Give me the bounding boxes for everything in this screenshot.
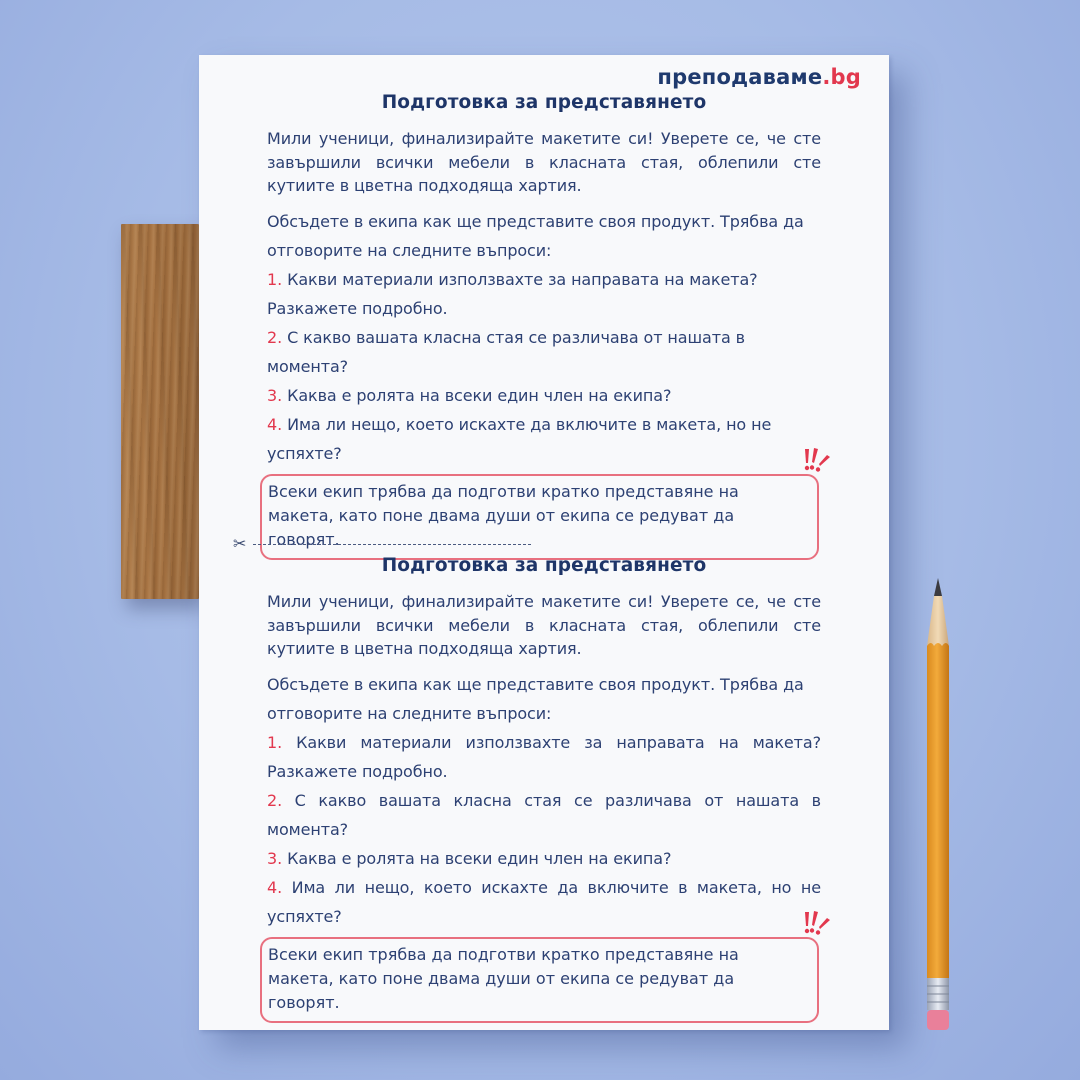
question-4	[267, 410, 821, 468]
question-number: 4.	[267, 877, 283, 897]
exclamation-icon	[801, 446, 833, 476]
important-note-box	[260, 937, 819, 1023]
worksheet-page	[199, 55, 889, 1030]
question-number: 3.	[267, 848, 283, 868]
intro-paragraph: Мили ученици, финализирайте макетите си! Уверете се, че сте завършили всички мебели в класната стая, облепили сте кутиите в цветна подходяща хартия.	[267, 592, 821, 658]
brand-name: преподаваме	[657, 65, 823, 89]
question-text: С какво вашата класна стая се различава от нашата в момента?	[267, 790, 821, 839]
question-text: Какви материали използвахте за направата на макета? Разкажете подробно.	[267, 732, 821, 781]
worksheet-section-top	[267, 92, 821, 560]
question-3	[267, 381, 821, 410]
discuss-paragraph: Обсъдете в екипа как ще представите своя продукт. Трябва да отговорите на следните въпроси:	[267, 674, 804, 723]
question-text: Има ли нещо, което искахте да включите в макета, но не успяхте?	[267, 414, 772, 463]
question-2	[267, 786, 821, 844]
section-title: Подготовка за представянето	[381, 92, 707, 113]
question-number: 1.	[267, 269, 283, 289]
question-text: Какви материали използвахте за направата на макета? Разкажете подробно.	[267, 269, 758, 318]
section-title: Подготовка за представянето	[381, 555, 707, 576]
question-3	[267, 844, 821, 873]
question-1	[267, 265, 821, 323]
exclamation-icon	[801, 909, 833, 939]
question-text: Каква е ролята на всеки един член на екипа?	[287, 848, 672, 868]
dashed-divider	[253, 544, 531, 545]
intro-paragraph: Мили ученици, финализирайте макетите си! Уверете се, че сте завършили всички мебели в класната стая, облепили сте кутиите в цветна подходяща хартия.	[267, 129, 821, 195]
question-number: 4.	[267, 414, 283, 434]
question-number: 1.	[267, 732, 283, 752]
wooden-block	[121, 224, 199, 599]
brand-logo	[657, 65, 861, 89]
worksheet-section-bottom	[267, 555, 821, 1023]
question-text: Каква е ролята на всеки един член на екипа?	[287, 385, 672, 405]
brand-domain: .bg	[822, 65, 861, 89]
cut-line	[233, 536, 533, 554]
note-text: Всеки екип трябва да подготви кратко представяне на макета, като поне двама души от екипа се редуват да говорят.	[268, 481, 739, 549]
scissors-icon: ✂	[233, 534, 247, 553]
note-text: Всеки екип трябва да подготви кратко представяне на макета, като поне двама души от екипа се редуват да говорят.	[268, 944, 739, 1012]
question-4	[267, 873, 821, 931]
question-number: 2.	[267, 327, 283, 347]
question-1	[267, 728, 821, 786]
discuss-paragraph: Обсъдете в екипа как ще представите своя продукт. Трябва да отговорите на следните въпроси:	[267, 211, 804, 260]
question-2	[267, 323, 821, 381]
pencil-image	[923, 578, 953, 1033]
question-text: Има ли нещо, което искахте да включите в макета, но не успяхте?	[267, 877, 821, 926]
question-number: 2.	[267, 790, 283, 810]
question-number: 3.	[267, 385, 283, 405]
question-text: С какво вашата класна стая се различава от нашата в момента?	[267, 327, 745, 376]
